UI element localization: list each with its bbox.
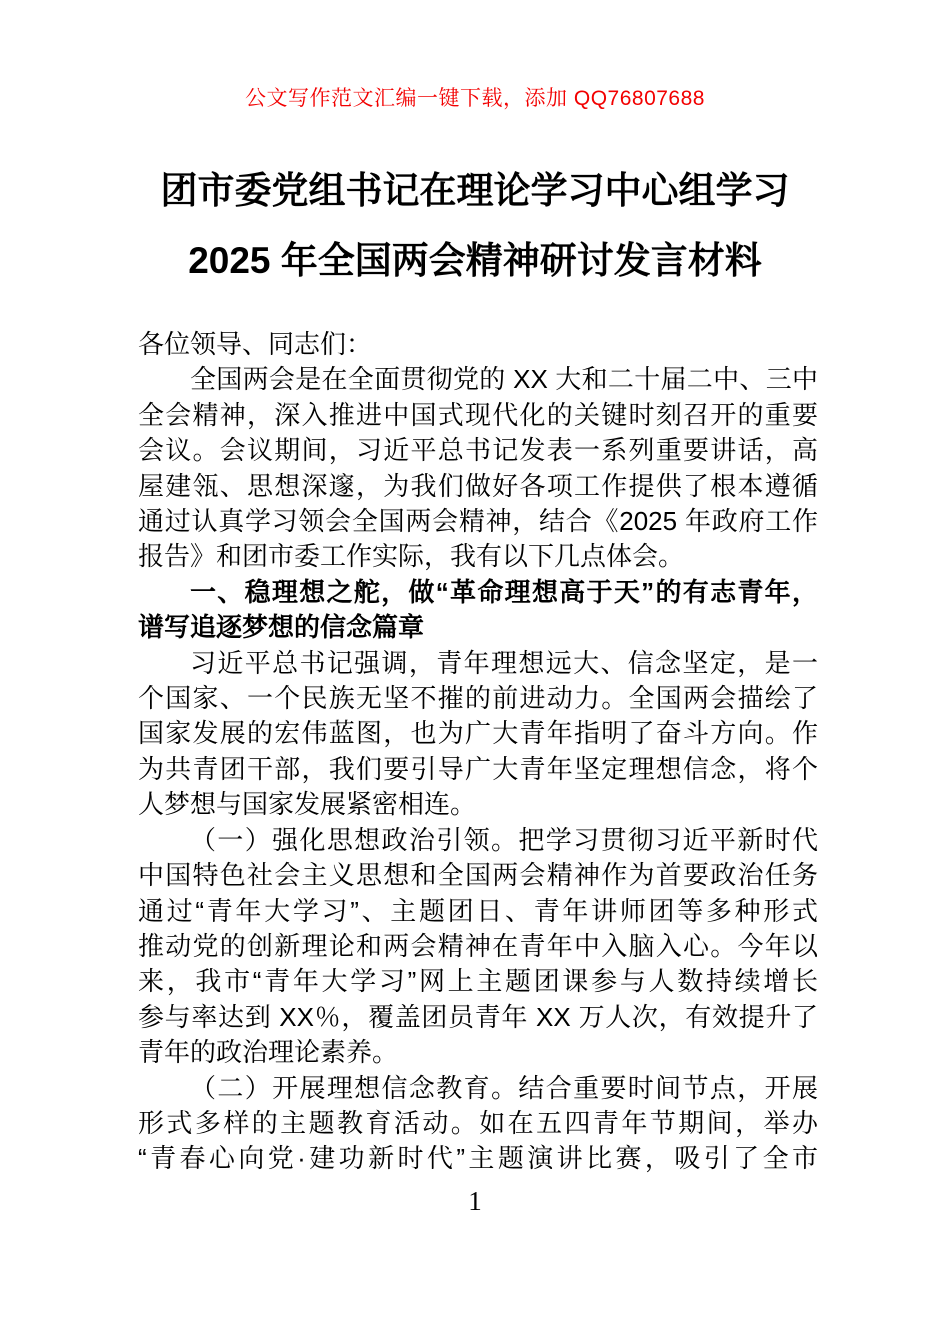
body-line: 全国两会是在全面贯彻党的 XX 大和二十届二中、三中 [190,364,818,395]
body-line: 全会精神，深入推进中国式现代化的关键时刻召开的重要 [138,399,818,430]
header-promo-text: 公文写作范文汇编一键下载，添加 QQ76807688 [245,87,705,110]
body-line: 国家发展的宏伟蓝图，也为广大青年指明了奋斗方向。作 [138,718,818,749]
body-line: 为共青团干部，我们要引导广大青年坚定理想信念，将个 [138,753,818,784]
body-line: 中国特色社会主义思想和全国两会精神作为首要政治任务 [138,860,818,891]
title-line-1: 团市委党组书记在理论学习中心组学习 [160,170,790,211]
body-line: 人梦想与国家发展紧密相连。 [138,789,477,820]
body-line: 推动党的创新理论和两会精神在青年中入脑入心。今年以 [138,930,818,961]
body-line: 个国家、一个民族无坚不摧的前进动力。全国两会描绘了 [138,683,818,714]
body-line: （二）开展理想信念教育。结合重要时间节点，开展 [190,1072,818,1103]
body-line: 习近平总书记强调，青年理想远大、信念坚定，是一 [190,647,818,678]
body-line: 谱写追逐梦想的信念篇章 [138,612,425,643]
body-line: 通过“青年大学习”、主题团日、青年讲师团等多种形式 [138,895,818,926]
body-line: 各位领导、同志们： [138,329,373,359]
page-number: 1 [468,1186,482,1216]
body-line: 参与率达到 XX％，覆盖团员青年 XX 万人次，有效提升了 [138,1001,818,1032]
body-line: 一、稳理想之舵，做“革命理想高于天”的有志青年， [190,576,818,607]
document-body [138,327,818,1177]
body-line: （一）强化思想政治引领。把学习贯彻习近平新时代 [190,824,818,855]
body-line: “青春心向党·建功新时代”主题演讲比赛，吸引了全市 [138,1143,818,1174]
body-line: 屋建瓴、思想深邃，为我们做好各项工作提供了根本遵循 [138,470,818,501]
body-line: 来，我市“青年大学习”网上主题团课参与人数持续增长 [138,966,818,997]
title-line-2: 2025 年全国两会精神研讨发言材料 [188,240,762,281]
body-line: 青年的政治理论素养。 [138,1037,399,1068]
body-line: 形式多样的主题教育活动。如在五四青年节期间，举办 [138,1107,818,1138]
body-line: 报告》和团市委工作实际，我有以下几点体会。 [138,541,685,572]
body-line: 通过认真学习领会全国两会精神，结合《2025 年政府工作 [138,506,818,537]
body-line: 会议。会议期间，习近平总书记发表一系列重要讲话，高 [138,435,818,466]
document-title [0,156,950,296]
